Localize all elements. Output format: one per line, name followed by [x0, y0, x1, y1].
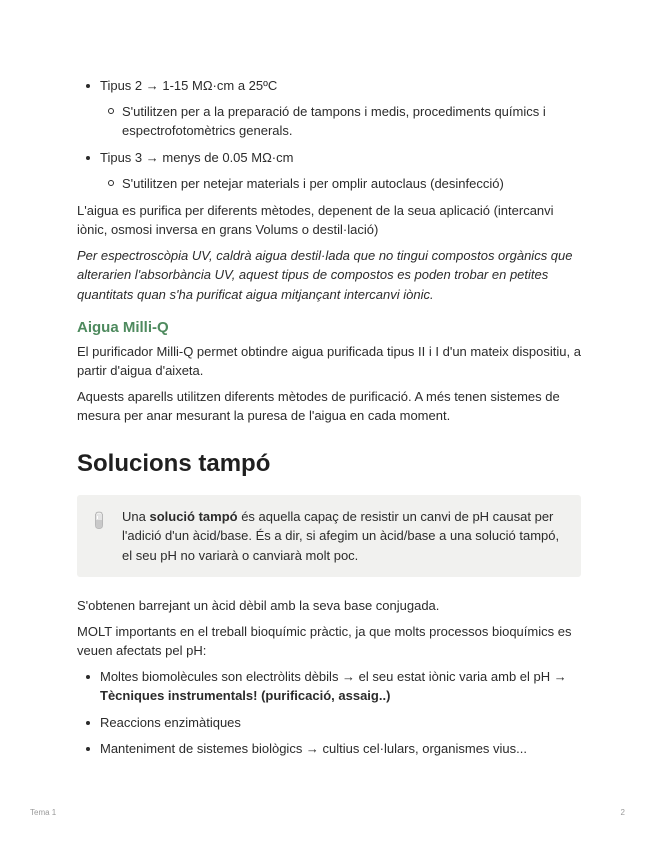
paragraph-milli-q-1: El purificador Milli-Q permet obtindre aigua purificada tipus II i I d'un mateix dispositiu, a partir d'aigua d'aixeta.	[77, 343, 581, 378]
paragraph-milli-q-2: Aquests aparells utilitzen diferents mètodes de purificació. A més tenen sistemes de mesura per anar mesurant la puresa de l'aigua en cada moment.	[77, 388, 560, 423]
page-content	[77, 76, 581, 759]
paragraph-tampo-1: S'obtenen barrejant un àcid dèbil amb la seva base conjugada.	[77, 598, 440, 613]
tampo-importance-list	[77, 667, 581, 759]
heading-solucions-tampo: Solucions tampó	[77, 449, 271, 477]
paragraph-uv-note: Per espectroscòpia UV, caldrà aigua destil·lada que no tingui compostos orgànics que alterarien l'absorbància UV, aquest tipus de compostos es poden trobar en petites quantitats quan s'ha purificat aigua mitjançant intercanvi iònic.	[77, 247, 573, 302]
water-types-list	[77, 76, 581, 194]
callout-definition: Una solució tampó és aquella capaç de resistir un canvi de pH causat per l'adició d'un àcid/base. És a dir, si afegim un àcid/base a una solució tampó, el seu pH no variarà o canviarà molt poc.	[77, 495, 581, 578]
test-tube-icon	[91, 510, 107, 530]
paragraph-tampo-2: MOLT importants en el treball bioquímic pràctic, ja que molts processos bioquímics es veuen afectats pel pH:	[77, 623, 572, 658]
list-item-reaccions: Reaccions enzimàtiques	[77, 713, 581, 733]
footer-left: Tema 1	[30, 808, 57, 817]
list-item-tipus-2-use: S'utilitzen per a la preparació de tampons i medis, procediments químics i espectrofotomètrics generals.	[77, 102, 581, 141]
list-item-tipus-3-use: S'utilitzen per netejar materials i per omplir autoclaus (desinfecció)	[77, 174, 581, 194]
list-item-biomolecules: Moltes biomolècules son electròlits dèbils → el seu estat iònic varia amb el pH → Tècniques instrumentals! (purificació, assaig..)	[77, 667, 581, 706]
list-item-manteniment: Manteniment de sistemes biològics → cultius cel·lulars, organismes vius...	[77, 739, 581, 759]
list-item-tipus-3: Tipus 3 → menys de 0.05 MΩ·cm	[77, 148, 581, 168]
paragraph-purification: L'aigua es purifica per diferents mètodes, depenent de la seua aplicació (intercanvi iònic, osmosi inversa en grans Volums o destil·lació)	[77, 202, 554, 237]
page-number: 2	[620, 808, 625, 817]
list-item-tipus-2: Tipus 2 → 1-15 MΩ·cm a 25ºC	[77, 76, 581, 96]
heading-milli-q: Aigua Milli-Q	[77, 319, 169, 336]
callout-bold-term: solució tampó	[149, 508, 238, 524]
